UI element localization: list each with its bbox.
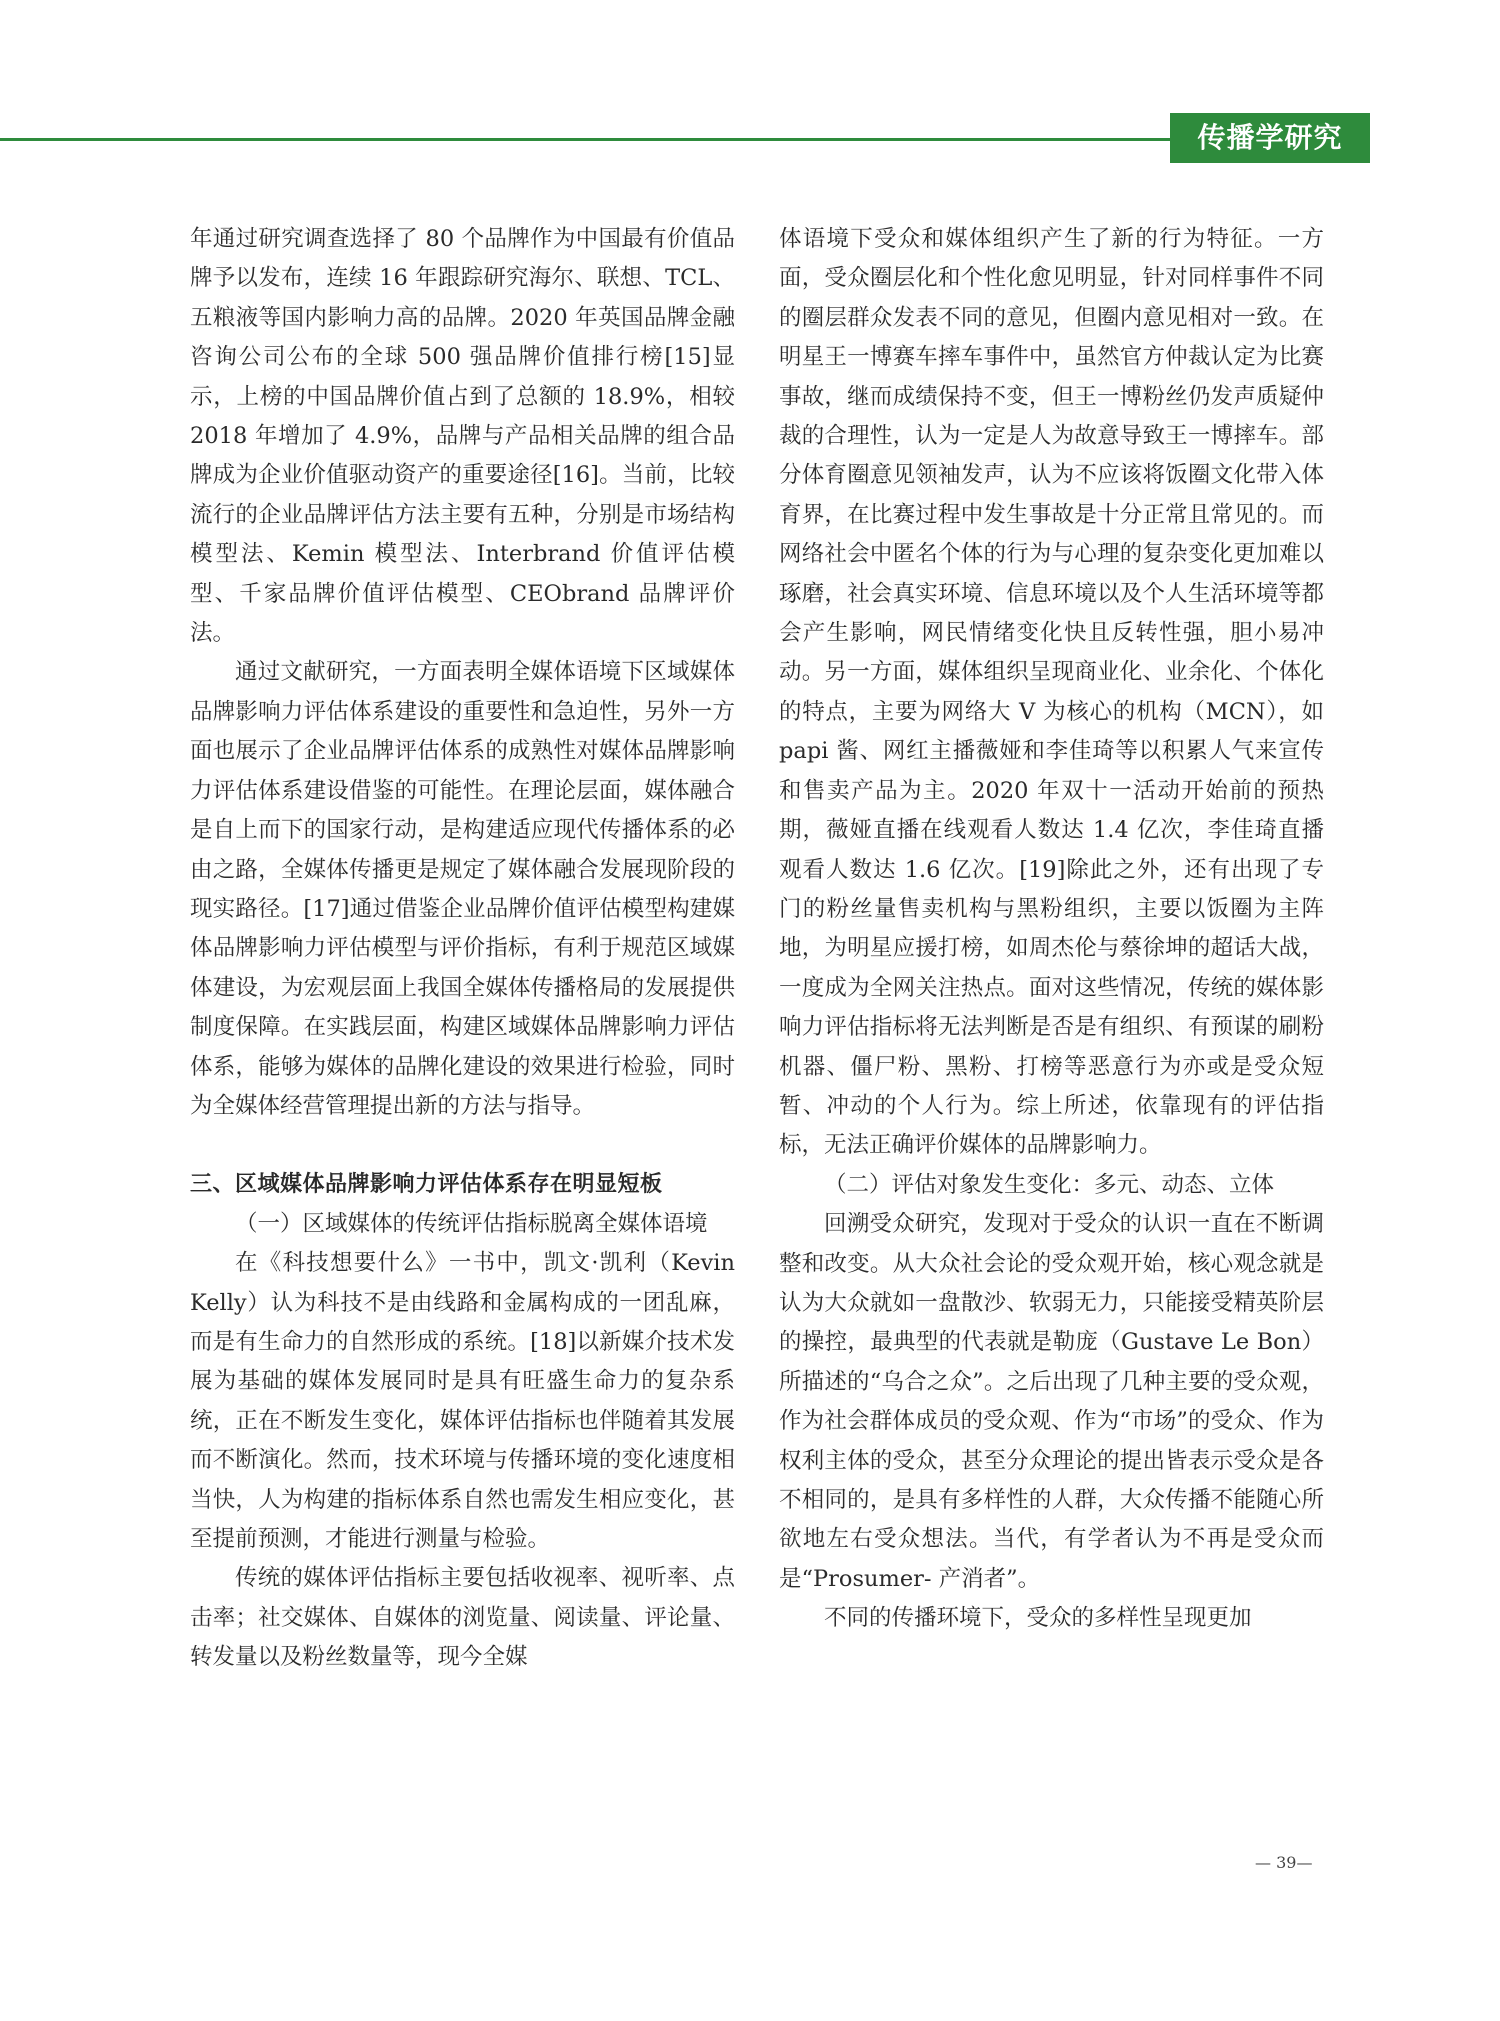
- paragraph: 通过文献研究，一方面表明全媒体语境下区域媒体品牌影响力评估体系建设的重要性和急迫性，另外一方面也展示了企业品牌评估体系的成熟性对媒体品牌影响力评估体系建设借鉴的可能性。在理论层面，媒体融合是自上而下的国家行动，是构建适应现代传播体系的必由之路，全媒体传播更是规定了媒体融合发展现阶段的现实路径。[17]通过借鉴企业品牌价值评估模型构建媒体品牌影响力评估模型与评价指标，有利于规范区域媒体建设，为宏观层面上我国全媒体传播格局的发展提供制度保障。在实践层面，构建区域媒体品牌影响力评估体系，能够为媒体的品牌化建设的效果进行检验，同时为全媒体经营管理提出新的方法与指导。: [190, 659, 735, 1119]
- sub-heading: （一）区域媒体的传统评估指标脱离全媒体语境: [235, 1210, 708, 1237]
- paragraph: 传统的媒体评估指标主要包括收视率、视听率、点击率；社交媒体、自媒体的浏览量、阅读量、评论量、转发量以及粉丝数量等，现今全媒: [190, 1565, 735, 1671]
- left-column: [190, 220, 735, 1678]
- header-rule: [0, 138, 1370, 141]
- right-column: [779, 220, 1324, 1639]
- paragraph: 年通过研究调查选择了 80 个品牌作为中国最有价值品牌予以发布，连续 16 年跟踪研究海尔、联想、TCL、五粮液等国内影响力高的品牌。2020 年英国品牌金融咨询公司公布的全球 500 强品牌价值排行榜[15]显示，上榜的中国品牌价值占到了总额的 18.9%，相较 2018 年增加了 4.9%，品牌与产品相关品牌的组合品牌成为企业价值驱动资产的重要途径[16]。当前，比较流行的企业品牌评估方法主要有五种，分别是市场结构模型法、Kemin 模型法、Interbrand 价值评估模型、千家品牌价值评估模型、CEObrand 品牌评价法。: [190, 226, 735, 647]
- paragraph: 在《科技想要什么》一书中，凯文·凯利（Kevin Kelly）认为科技不是由线路和金属构成的一团乱麻，而是有生命力的自然形成的系统。[18]以新媒介技术发展为基础的媒体发展同时是具有旺盛生命力的复杂系统，正在不断发生变化，媒体评估指标也伴随着其发展而不断演化。然而，技术环境与传播环境的变化速度相当快，人为构建的指标体系自然也需发生相应变化，甚至提前预测，才能进行测量与检验。: [190, 1250, 735, 1552]
- section-heading: 三、区域媒体品牌影响力评估体系存在明显短板: [190, 1172, 663, 1198]
- paragraph: 不同的传播环境下，受众的多样性呈现更加: [824, 1605, 1252, 1632]
- sub-heading: （二）评估对象发生变化：多元、动态、立体: [824, 1171, 1275, 1198]
- paragraph: 回溯受众研究，发现对于受众的认识一直在不断调整和改变。从大众社会论的受众观开始，核心观念就是认为大众就如一盘散沙、软弱无力，只能接受精英阶层的操控，最典型的代表就是勒庞（Gustave Le Bon）所描述的“乌合之众”。之后出现了几种主要的受众观，作为社会群体成员的受众观、作为“市场”的受众、作为权利主体的受众，甚至分众理论的提出皆表示受众是各不相同的，是具有多样性的人群，大众传播不能随心所欲地左右受众想法。当代，有学者认为不再是受众而是“Prosumer- 产消者”。: [779, 1211, 1324, 1592]
- page-number: — 39—: [1255, 1853, 1313, 1872]
- paragraph: 体语境下受众和媒体组织产生了新的行为特征。一方面，受众圈层化和个性化愈见明显，针对同样事件不同的圈层群众发表不同的意见，但圈内意见相对一致。在明星王一博赛车摔车事件中，虽然官方仲裁认定为比赛事故，继而成绩保持不变，但王一博粉丝仍发声质疑仲裁的合理性，认为一定是人为故意导致王一博摔车。部分体育圈意见领袖发声，认为不应该将饭圈文化带入体育界，在比赛过程中发生事故是十分正常且常见的。而网络社会中匿名个体的行为与心理的复杂变化更加难以琢磨，社会真实环境、信息环境以及个人生活环境等都会产生影响，网民情绪变化快且反转性强，胆小易冲动。另一方面，媒体组织呈现商业化、业余化、个体化的特点，主要为网络大 V 为核心的机构（MCN），如 papi 酱、网红主播薇娅和李佳琦等以积累人气来宣传和售卖产品为主。2020 年双十一活动开始前的预热期，薇娅直播在线观看人数达 1.4 亿次，李佳琦直播观看人数达 1.6 亿次。[19]除此之外，还有出现了专门的粉丝量售卖机构与黑粉组织，主要以饭圈为主阵地，为明星应援打榜，如周杰伦与蔡徐坤的超话大战，一度成为全网关注热点。面对这些情况，传统的媒体影响力评估指标将无法判断是否是有组织、有预谋的刷粉机器、僵尸粉、黑粉、打榜等恶意行为亦或是受众短暂、冲动的个人行为。综上所述，依靠现有的评估指标，无法正确评价媒体的品牌影响力。: [779, 226, 1324, 1159]
- section-label: 传播学研究: [1170, 113, 1370, 163]
